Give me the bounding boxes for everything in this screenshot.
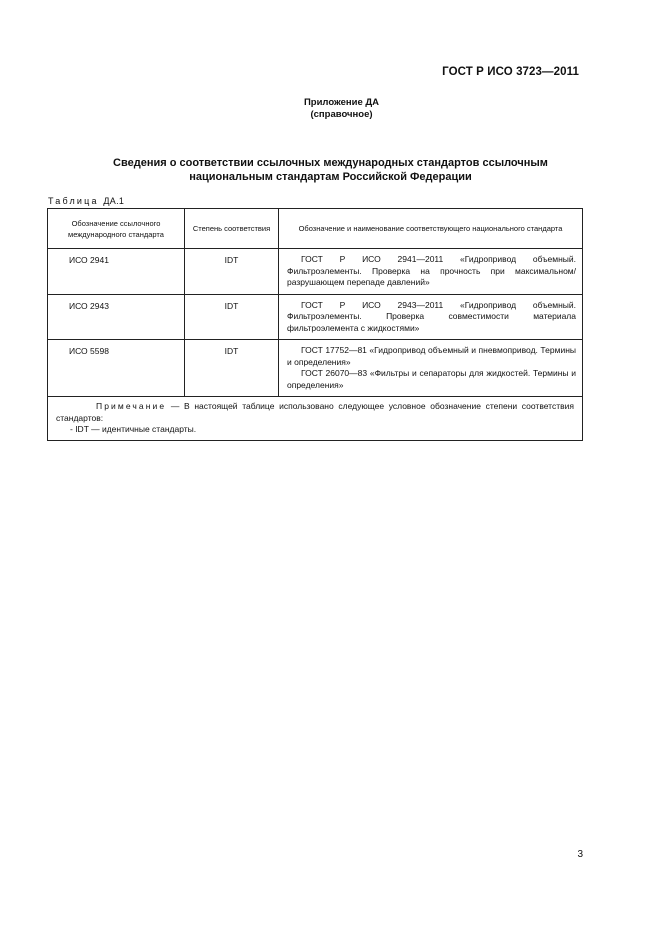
- header-intl-standard: Обозначение ссылочного международного стандарта: [48, 209, 185, 249]
- document-code: ГОСТ Р ИСО 3723—2011: [442, 66, 579, 78]
- header-national-standard: Обозначение и наименование соответствующего национального стандарта: [279, 209, 583, 249]
- section-title: [60, 156, 601, 184]
- header-degree: Степень соответствия: [185, 209, 279, 249]
- note-label: Примечание: [96, 401, 167, 411]
- note-text: — В настоящей таблице использовано следующее условное обозначение степени соответствия стандартов:: [56, 401, 574, 423]
- national-standard-entry: ГОСТ Р ИСО 2941—2011 «Гидропривод объемный. Фильтроэлементы. Проверка на прочность при максимальном/разрушающем перепаде давлений»: [287, 254, 576, 287]
- national-standard-entry: ГОСТ 26070—83 «Фильтры и сепараторы для жидкостей. Термины и определения»: [287, 368, 576, 390]
- national-standard-entry: ГОСТ 17752—81 «Гидропривод объемный и пневмопривод. Термины и определения»: [287, 345, 576, 367]
- appendix-title: Приложение ДА: [303, 97, 380, 108]
- cell-degree: IDT: [185, 249, 279, 295]
- table-header-row: [48, 209, 583, 249]
- table-row: [48, 249, 583, 295]
- note-item: - IDT — идентичные стандарты.: [70, 424, 197, 434]
- section-title-line-1: Сведения о соответствии ссылочных международных стандартов ссылочным: [113, 157, 548, 169]
- cell-degree: IDT: [185, 294, 279, 340]
- note-paragraph: [56, 401, 574, 424]
- appendix-subtitle: (справочное): [310, 109, 373, 120]
- section-title-line-2: национальным стандартам Российской Федерации: [189, 171, 472, 183]
- cell-national-standard: [279, 294, 583, 340]
- table-row: [48, 294, 583, 340]
- cell-degree: IDT: [185, 340, 279, 397]
- appendix-heading: [0, 97, 661, 121]
- table-note-row: [48, 397, 583, 441]
- table-caption: [48, 196, 124, 206]
- cell-national-standard: [279, 249, 583, 295]
- cell-intl-standard: ИСО 5598: [48, 340, 185, 397]
- table-caption-number: ДА.1: [103, 196, 125, 206]
- page-number: 3: [577, 849, 583, 860]
- cell-intl-standard: ИСО 2943: [48, 294, 185, 340]
- table-caption-label: Таблица: [48, 196, 99, 206]
- national-standard-entry: ГОСТ Р ИСО 2943—2011 «Гидропривод объемный. Фильтроэлементы. Проверка совместимости материала фильтроэлемента с жидкостями»: [287, 299, 576, 333]
- cell-national-standard: [279, 340, 583, 397]
- reference-table: [47, 208, 583, 441]
- cell-intl-standard: ИСО 2941: [48, 249, 185, 295]
- table-note: [48, 397, 583, 441]
- table-row: [48, 340, 583, 397]
